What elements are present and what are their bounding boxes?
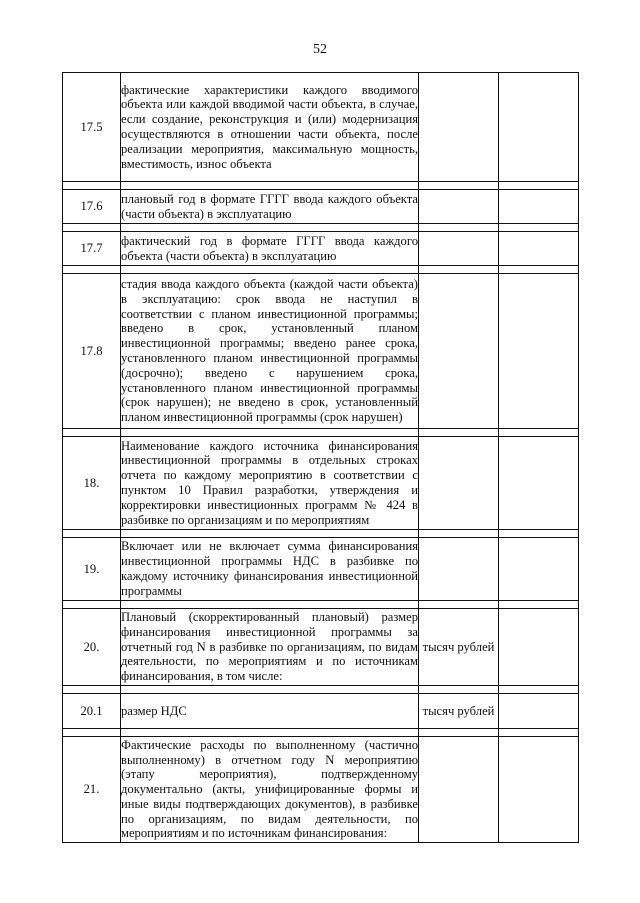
row-separator [63,182,579,190]
row-separator [63,729,579,737]
table-row [63,190,579,224]
row-value-cell [499,190,579,224]
page-number: 52 [313,42,327,57]
row-unit [419,190,499,224]
row-description: фактический год в формате ГГГГ ввода каждого объекта (части объекта) в эксплуатацию [121,232,419,266]
row-separator [63,601,579,609]
table-row [63,694,579,729]
row-description: Фактические расходы по выполненному (частично выполненному) в отчетном году N мероприятию (этапу мероприятия), подтвержденному документально (акты, унифицированные формы и иные виды подтверждающих документов), в разбивке по организациям, по видам деятельности, по мероприятиям и по источникам финансирования: [121,737,419,843]
row-value-cell [499,694,579,729]
row-number: 17.5 [63,73,121,182]
row-value-cell [499,73,579,182]
row-unit [419,232,499,266]
row-number: 17.7 [63,232,121,266]
row-separator [63,429,579,437]
row-unit [419,274,499,429]
table-row [63,232,579,266]
row-value-cell [499,737,579,843]
row-unit [419,73,499,182]
row-description: фактические характеристики каждого вводимого объекта или каждой вводимой части объекта, в случае, если создание, реконструкция и (или) модернизация осуществляются в отношении части объекта, после реализации мероприятия, максимальную мощность, вместимость, износ объекта [121,73,419,182]
row-description: стадия ввода каждого объекта (каждой части объекта) в эксплуатацию: срок ввода не наступил в соответствии с планом инвестиционной программы; введено в срок, установленный планом инвестиционной программы; введено ранее срока, установленного планом инвестиционной программы (досрочно); введено с нарушением срока, установленного планом инвестиционной программы (срок нарушен); не введено в срок, установленный планом инвестиционной программы (срок нарушен) [121,274,419,429]
row-unit: тысяч рублей [419,609,499,686]
row-unit [419,538,499,601]
row-number: 17.8 [63,274,121,429]
row-separator [63,686,579,694]
row-value-cell [499,609,579,686]
row-separator [63,530,579,538]
row-description: Включает или не включает сумма финансирования инвестиционной программы НДС в разбивке по каждому источнику финансирования инвестиционной программы [121,538,419,601]
row-value-cell [499,274,579,429]
table-row [63,538,579,601]
table-row [63,274,579,429]
table-row [63,73,579,182]
row-number: 21. [63,737,121,843]
row-description: Плановый (скорректированный плановый) размер финансирования инвестиционной программы за отчетный год N в разбивке по организациям, по видам деятельности, по мероприятиям и по источникам финансирования, в том числе: [121,609,419,686]
row-unit [419,737,499,843]
report-table [62,72,579,843]
row-number: 20.1 [63,694,121,729]
row-number: 20. [63,609,121,686]
row-description: Наименование каждого источника финансирования инвестиционной программы в отдельных строках отчета по каждому мероприятию в соответствии с пунктом 10 Правил разработки, утверждения и корректировки инвестиционных программ № 424 в разбивке по организациям и по мероприятиям [121,437,419,530]
row-number: 17.6 [63,190,121,224]
table-row [63,609,579,686]
row-unit [419,437,499,530]
row-number: 18. [63,437,121,530]
row-description: плановый год в формате ГГГГ ввода каждого объекта (части объекта) в эксплуатацию [121,190,419,224]
row-separator [63,266,579,274]
row-value-cell [499,538,579,601]
table-row [63,437,579,530]
row-separator [63,224,579,232]
row-value-cell [499,232,579,266]
table-row [63,737,579,843]
row-number: 19. [63,538,121,601]
row-value-cell [499,437,579,530]
row-unit: тысяч рублей [419,694,499,729]
row-description: размер НДС [121,694,419,729]
